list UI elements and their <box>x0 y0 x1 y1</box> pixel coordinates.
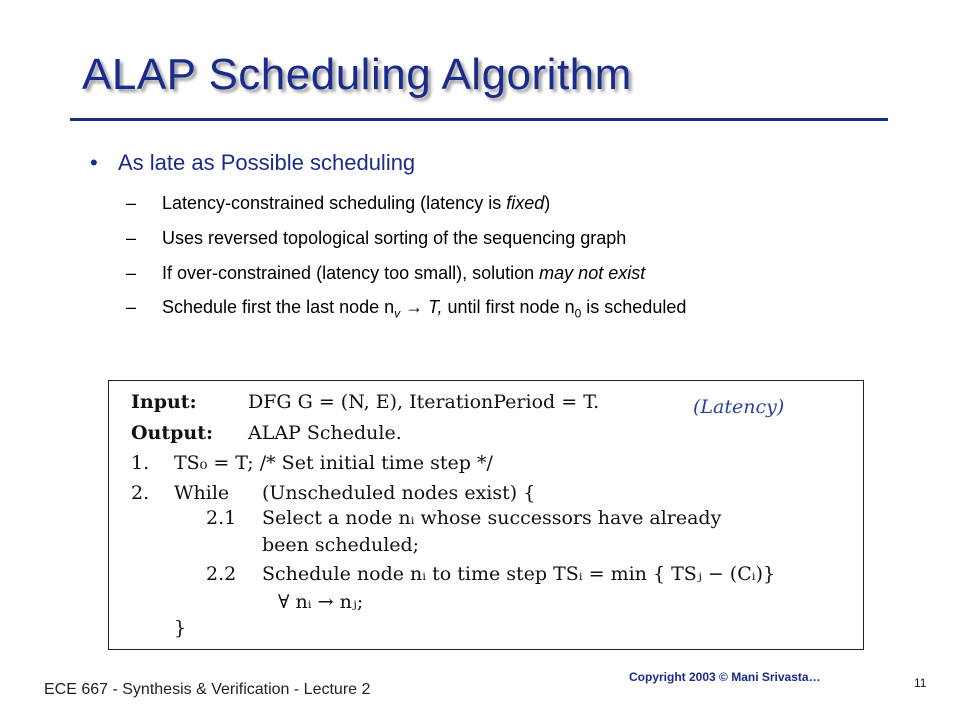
algo-output-text: ALAP Schedule. <box>248 422 402 444</box>
title-underline <box>70 118 888 121</box>
algo-line1-num: 1. <box>131 452 150 474</box>
footer-copyright: Copyright 2003 © Mani Srivasta… <box>629 670 821 684</box>
main-bullet-text: As late as Possible scheduling <box>118 150 416 175</box>
page-number: 11 <box>914 676 927 690</box>
subpoint-1-text: Latency-constrained scheduling (latency is <box>162 193 507 213</box>
subpoint-1-emphasis: fixed <box>506 193 545 213</box>
subpoint-4-T: T, <box>428 297 443 317</box>
subpoint-1 <box>126 193 550 214</box>
subpoint-3 <box>126 263 645 284</box>
algo-line2-text: (Unscheduled nodes exist) { <box>262 482 536 504</box>
algo-line21-cont: been scheduled; <box>262 534 420 556</box>
node-0-subscript: 0 <box>574 306 582 321</box>
algo-line22-num: 2.2 <box>206 563 237 585</box>
subpoint-4-text-3: is scheduled <box>581 297 687 317</box>
dash-marker: – <box>126 297 137 317</box>
algo-close-brace: } <box>174 617 187 639</box>
arrow-icon: → <box>400 297 429 317</box>
main-bullet <box>90 150 415 176</box>
algo-line21-num: 2.1 <box>206 507 237 529</box>
bullet-dot: • <box>90 150 98 175</box>
algo-line2-num: 2. <box>131 482 150 504</box>
subpoint-3-emphasis: may not exist <box>539 263 646 283</box>
subpoint-2-text: Uses reversed topological sorting of the sequencing graph <box>162 228 627 248</box>
footer-course: ECE 667 - Synthesis & Verification - Lecture 2 <box>44 681 371 698</box>
subpoint-4 <box>126 297 686 321</box>
algo-output-label: Output: <box>131 422 214 444</box>
subpoint-4-text-2: until first node n <box>442 297 575 317</box>
algo-input-label: Input: <box>131 391 197 413</box>
algo-input-text: DFG G = (N, E), IterationPeriod = T. <box>248 391 600 413</box>
algo-line22-text: Schedule node nᵢ to time step TSᵢ = min { TSⱼ − (Cᵢ)} <box>262 563 776 585</box>
slide-title: ALAP Scheduling Algorithm <box>82 50 632 99</box>
dash-marker: – <box>126 263 137 283</box>
subpoint-4-text: Schedule first the last node n <box>162 297 395 317</box>
dash-marker: – <box>126 193 137 213</box>
node-v-subscript: v <box>394 306 401 321</box>
algo-line1-text: TS₀ = T; /* Set initial time step */ <box>174 452 493 474</box>
subpoint-2 <box>126 228 626 249</box>
subpoint-3-text: If over-constrained (latency too small), solution <box>162 263 540 283</box>
algo-line22-cont: ∀ nᵢ → nⱼ; <box>278 591 364 613</box>
dash-marker: – <box>126 228 137 248</box>
latency-note: (Latency) <box>693 396 785 418</box>
algo-line2-keyword: While <box>174 482 230 504</box>
algo-line21-text: Select a node nᵢ whose successors have already <box>262 507 722 529</box>
subpoint-1-close: ) <box>544 193 551 213</box>
